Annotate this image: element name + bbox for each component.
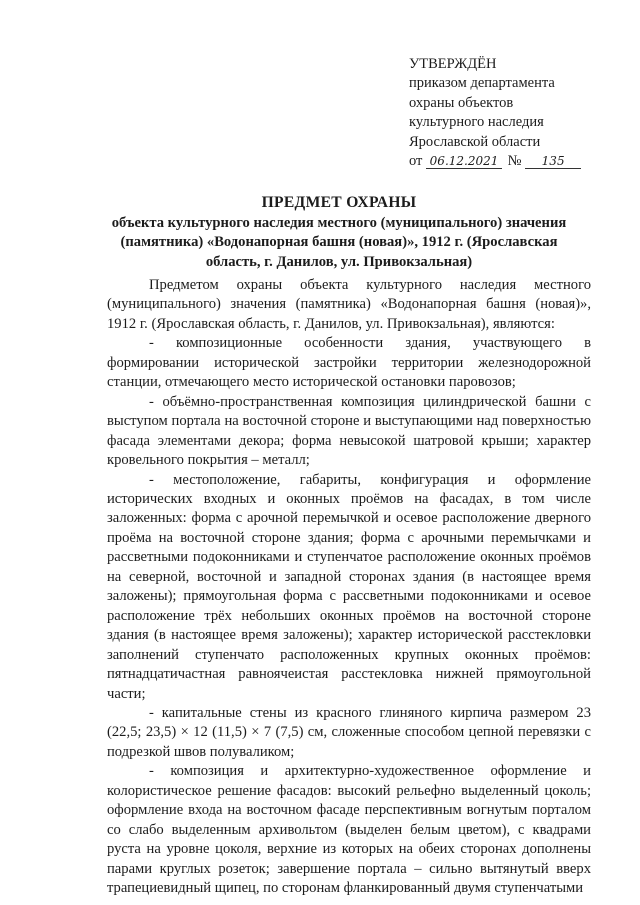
approval-order-line: приказом департамента [409,75,555,92]
approval-stamp [409,55,581,171]
approval-region-line: Ярославской области [409,133,541,150]
list-item: - местоположение, габариты, конфигурация и оформление исторических входных и оконных проёмов на фасадах, в том числе заложенных: форма с арочной перемычкой и осевое расположение дверного проёма на восточной стороне здания; форма с арочными перемычками и рассветными подоконниками и ступенчатое расположение оконных проёмов на северной, восточной и западной сторонах здания (в настоящее время заложены); прямоугольная форма с рассветными подоконниками и осевое расположение трёх небольших оконных проёмов на восточной стороне здания (в настоящее время заложены); характер исторической расстекловки заполнений ступенчато расположенных крупных оконных проёмов: пятнадцатичастная равноячеистая расстекловка нижней прямоугольной части; [107,471,591,702]
list-item: - объёмно-пространственная композиция цилиндрической башни с выступом портала на восточной стороне и выступающими над поверхностью фасада элементами декора; форма невысокой шатровой крыши; характер кровельного покрытия – металл; [107,393,591,469]
approval-date-number-line [409,152,581,171]
approval-number-handwritten: 135 [525,155,581,169]
document-title-block [108,193,570,272]
document-subtitle: объекта культурного наследия местного (муниципального) значения (памятника) «Водонапорная башня (новая)», 1912 г. (Ярославская область, г. Данилов, ул. Привокзальная) [111,214,567,270]
list-item: - композиция и архитектурно-художественное оформление и колористическое решение фасадов: высокий рельефно выделенный цоколь; оформление входа на восточном фасаде перспективным вогнутым порталом со слабо выделенным архивольтом (выделен белым цветом), с квадрами руста на уровне цоколя, верхние из которых на обеих сторонах дополнены парами круглых розеток; завершение портала – сильно вытянутый вверх трапециевидный щипец, по сторонам фланкированный двумя ступенчатыми [107,763,591,897]
approval-date-handwritten: 06.12.2021 [426,155,502,169]
list-item: - композиционные особенности здания, участвующего в формировании исторической застройки территории железнодорожной станции, отмечающего место исторической остановки паровозов; [107,335,591,391]
intro-paragraph: Предметом охраны объекта культурного наследия местного (муниципального) значения (памятника) «Водонапорная башня (новая)», 1912 г. (Ярославская область, г. Данилов, ул. Привокзальная), являются: [107,277,591,332]
approval-number-sign: № [507,153,522,170]
approval-from-label: от [409,153,423,170]
approval-heritage-line: культурного наследия [409,114,544,131]
approval-heading: УТВЕРЖДЁН [409,56,497,72]
document-title: ПРЕДМЕТ ОХРАНЫ [261,194,417,211]
document-body [107,276,591,899]
approval-department-line: охраны объектов [409,94,514,111]
list-item: - капитальные стены из красного глиняного кирпича размером 23 (22,5; 23,5) × 12 (11,5) × 7 (7,5) см, сложенные способом цепной перевязки с подрезкой швов полуваликом; [107,704,591,760]
